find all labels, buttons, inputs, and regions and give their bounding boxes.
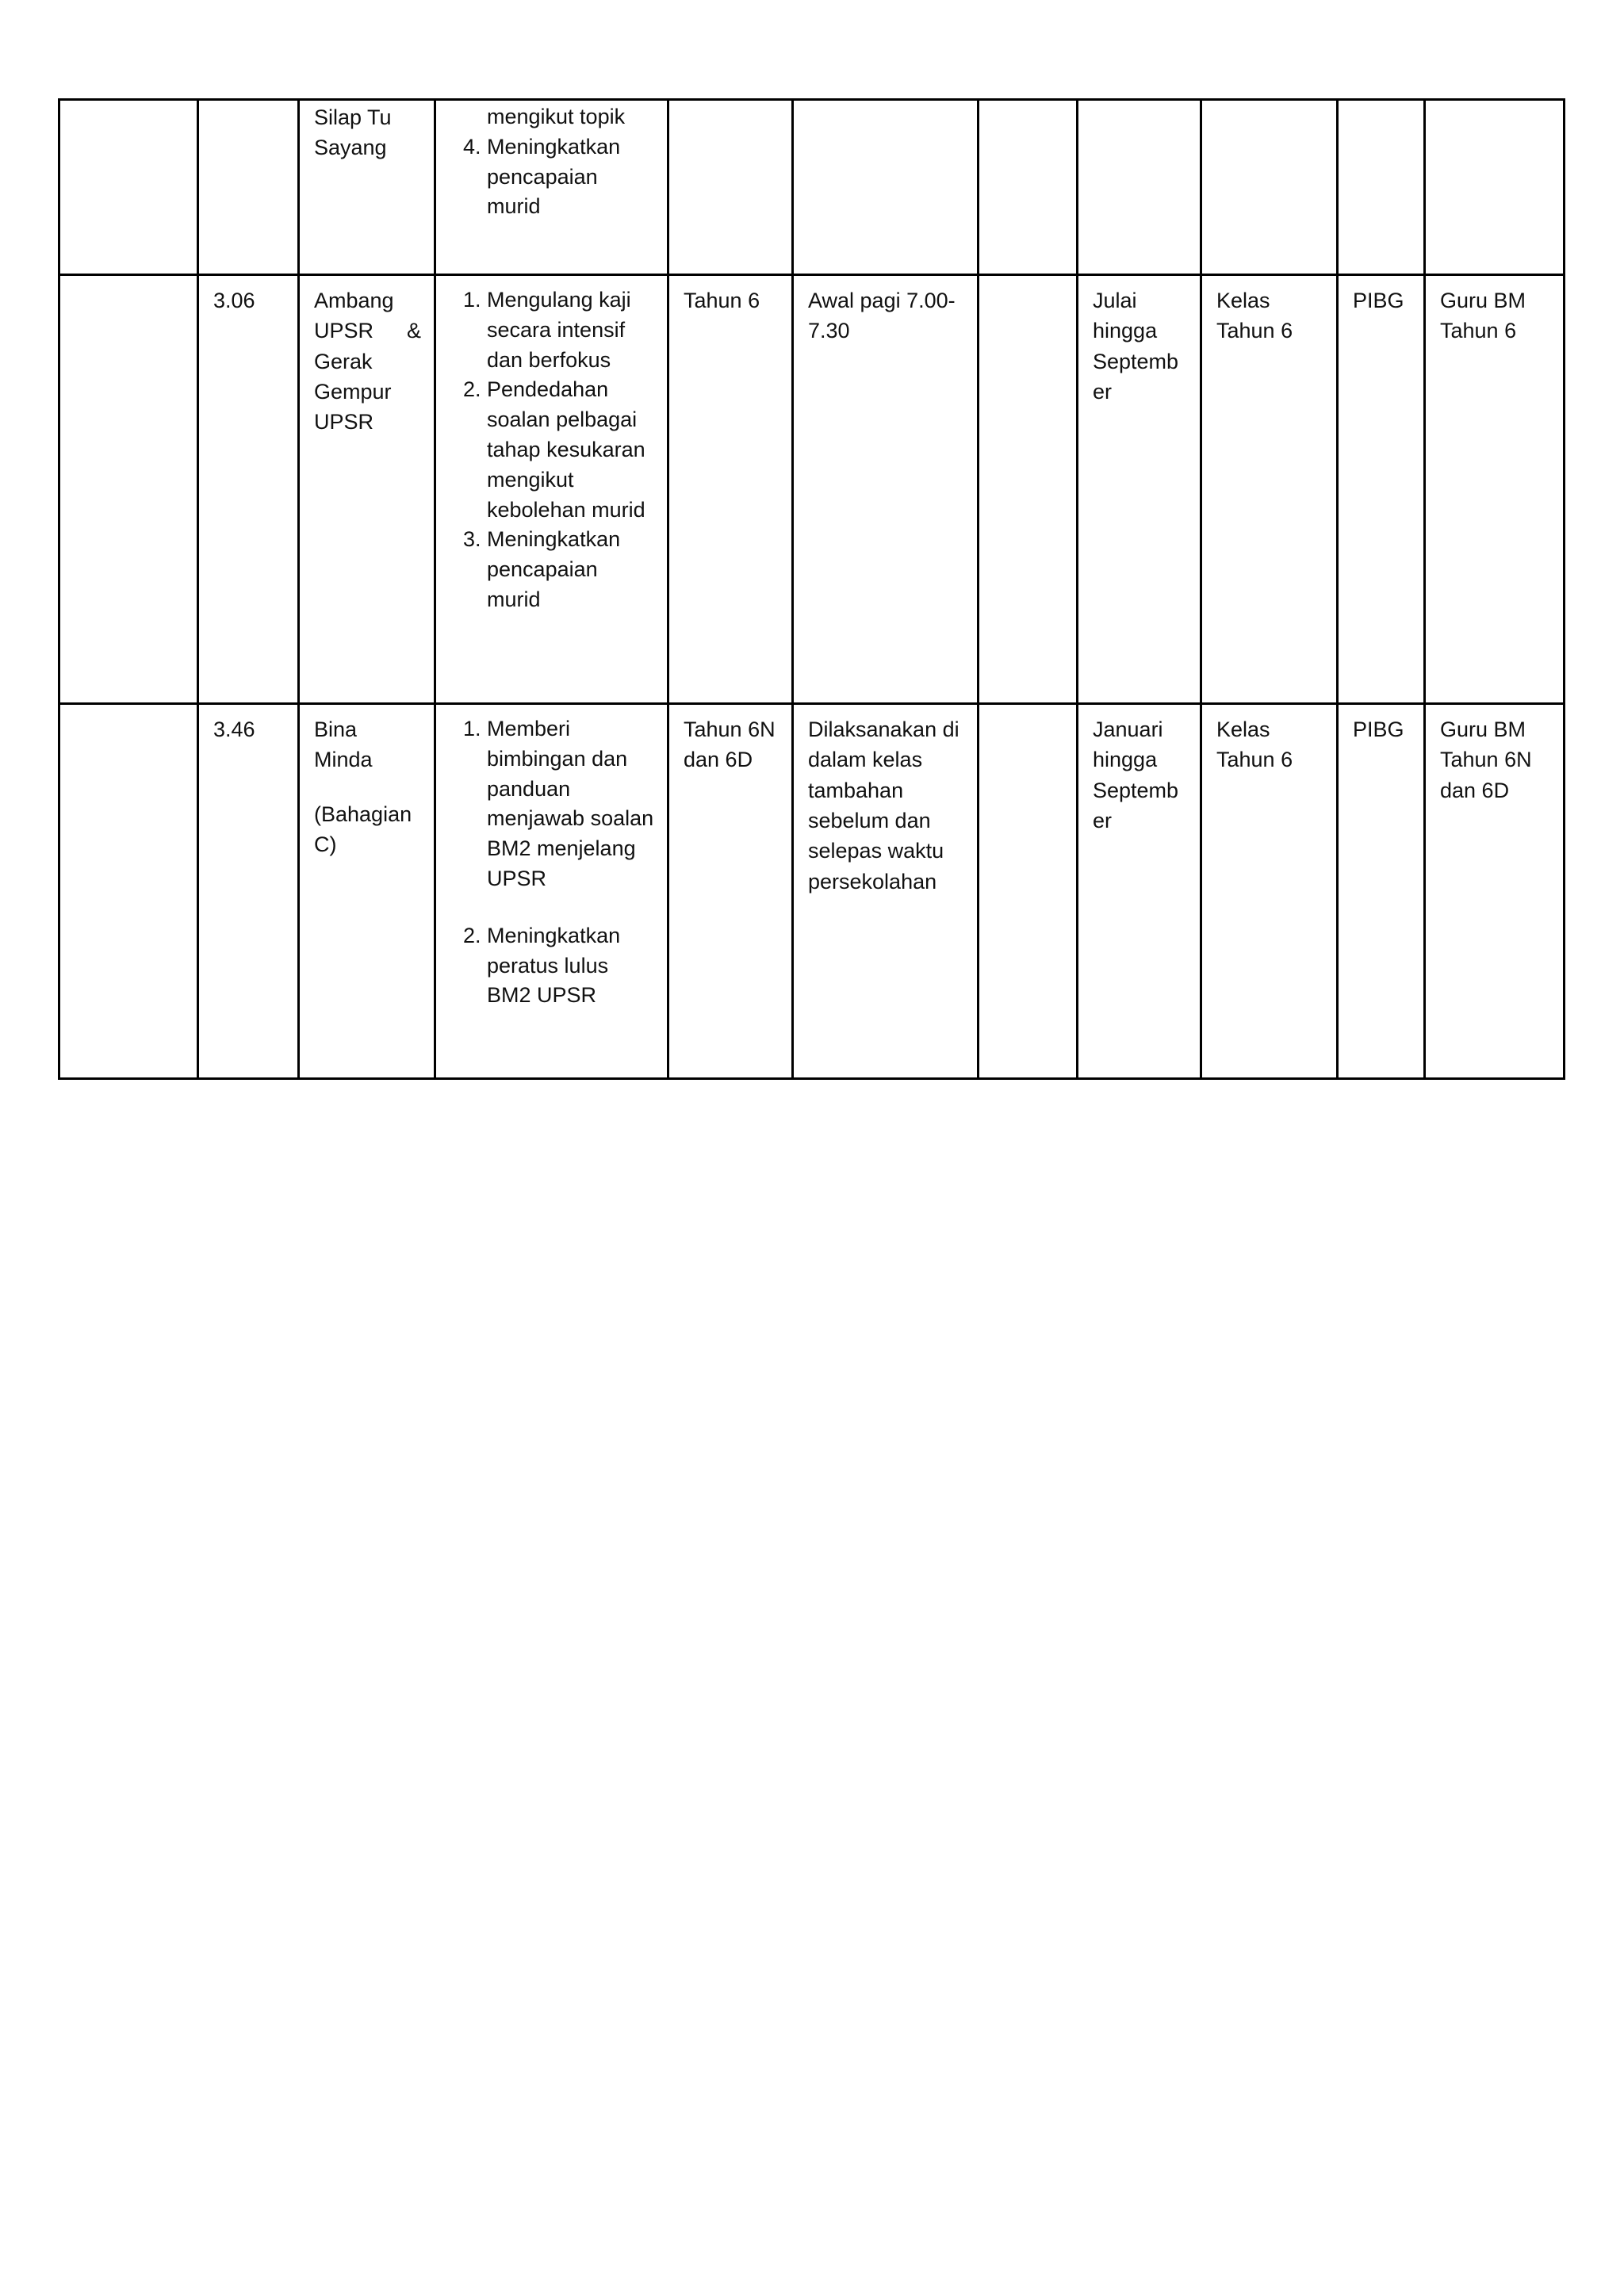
cell-place: Kelas Tahun 6 xyxy=(1201,275,1338,704)
cell-time: Awal pagi 7.00-7.30 xyxy=(793,275,979,704)
cell-code: 3.46 xyxy=(198,704,299,1079)
program-line: Silap Tu xyxy=(314,105,392,129)
objective-continued: mengikut topik xyxy=(487,105,626,128)
program-subtitle: (Bahagian C) xyxy=(314,802,412,856)
cell-program xyxy=(299,100,435,275)
program-line: Minda xyxy=(314,748,373,772)
cell-target xyxy=(668,100,793,275)
cell-time xyxy=(793,100,979,275)
cell-period xyxy=(1078,100,1201,275)
cell-period: Januari hingga September xyxy=(1078,704,1201,1079)
table-row xyxy=(59,275,1565,704)
cell-col1 xyxy=(59,704,198,1079)
cell-time: Dilaksanakan di dalam kelas tambahan sebelum dan selepas waktu persekolahan xyxy=(793,704,979,1079)
cell-fund xyxy=(1338,100,1425,275)
cell-target: Tahun 6N dan 6D xyxy=(668,704,793,1079)
program-line: Gempur xyxy=(314,379,392,404)
program-table xyxy=(58,98,1565,1080)
cell-code xyxy=(198,100,299,275)
objectives-list xyxy=(450,102,654,222)
cell-code: 3.06 xyxy=(198,275,299,704)
cell-place xyxy=(1201,100,1338,275)
cell-col7 xyxy=(979,100,1078,275)
program-word: & xyxy=(406,319,421,343)
cell-col7 xyxy=(979,704,1078,1079)
cell-target: Tahun 6 xyxy=(668,275,793,704)
cell-period: Julai hingga September xyxy=(1078,275,1201,704)
cell-col1 xyxy=(59,100,198,275)
cell-col1 xyxy=(59,275,198,704)
table-row xyxy=(59,704,1565,1079)
objective-item: 4. Meningkatkan pencapaian murid xyxy=(487,132,654,222)
objectives-list xyxy=(450,285,654,615)
program-line: Sayang xyxy=(314,136,387,160)
program-line-justified xyxy=(314,316,421,346)
cell-program xyxy=(299,275,435,704)
cell-person: Guru BM Tahun 6N dan 6D xyxy=(1425,704,1565,1079)
cell-objectives xyxy=(435,704,668,1079)
cell-person: Guru BM Tahun 6 xyxy=(1425,275,1565,704)
cell-fund: PIBG xyxy=(1338,275,1425,704)
program-line: Gerak xyxy=(314,349,373,373)
objective-item: 3. Meningkatkan pencapaian murid xyxy=(487,525,654,614)
cell-col7 xyxy=(979,275,1078,704)
cell-person xyxy=(1425,100,1565,275)
objective-item: 2. Pendedahan soalan pelbagai tahap kesukaran mengikut kebolehan murid xyxy=(487,375,654,525)
cell-program xyxy=(299,704,435,1079)
table-row xyxy=(59,100,1565,275)
objective-item: 1. Memberi bimbingan dan panduan menjawab soalan BM2 menjelang UPSR xyxy=(487,714,654,894)
program-line: UPSR xyxy=(314,410,374,434)
program-line: Ambang xyxy=(314,289,394,312)
program-word: UPSR xyxy=(314,319,374,343)
cell-place: Kelas Tahun 6 xyxy=(1201,704,1338,1079)
program-line: Bina xyxy=(314,718,358,741)
objective-item: 1. Mengulang kaji secara intensif dan berfokus xyxy=(487,285,654,375)
cell-fund: PIBG xyxy=(1338,704,1425,1079)
objective-item: 2. Meningkatkan peratus lulus BM2 UPSR xyxy=(487,921,654,1011)
objectives-list xyxy=(450,714,654,1011)
cell-objectives xyxy=(435,100,668,275)
cell-objectives xyxy=(435,275,668,704)
